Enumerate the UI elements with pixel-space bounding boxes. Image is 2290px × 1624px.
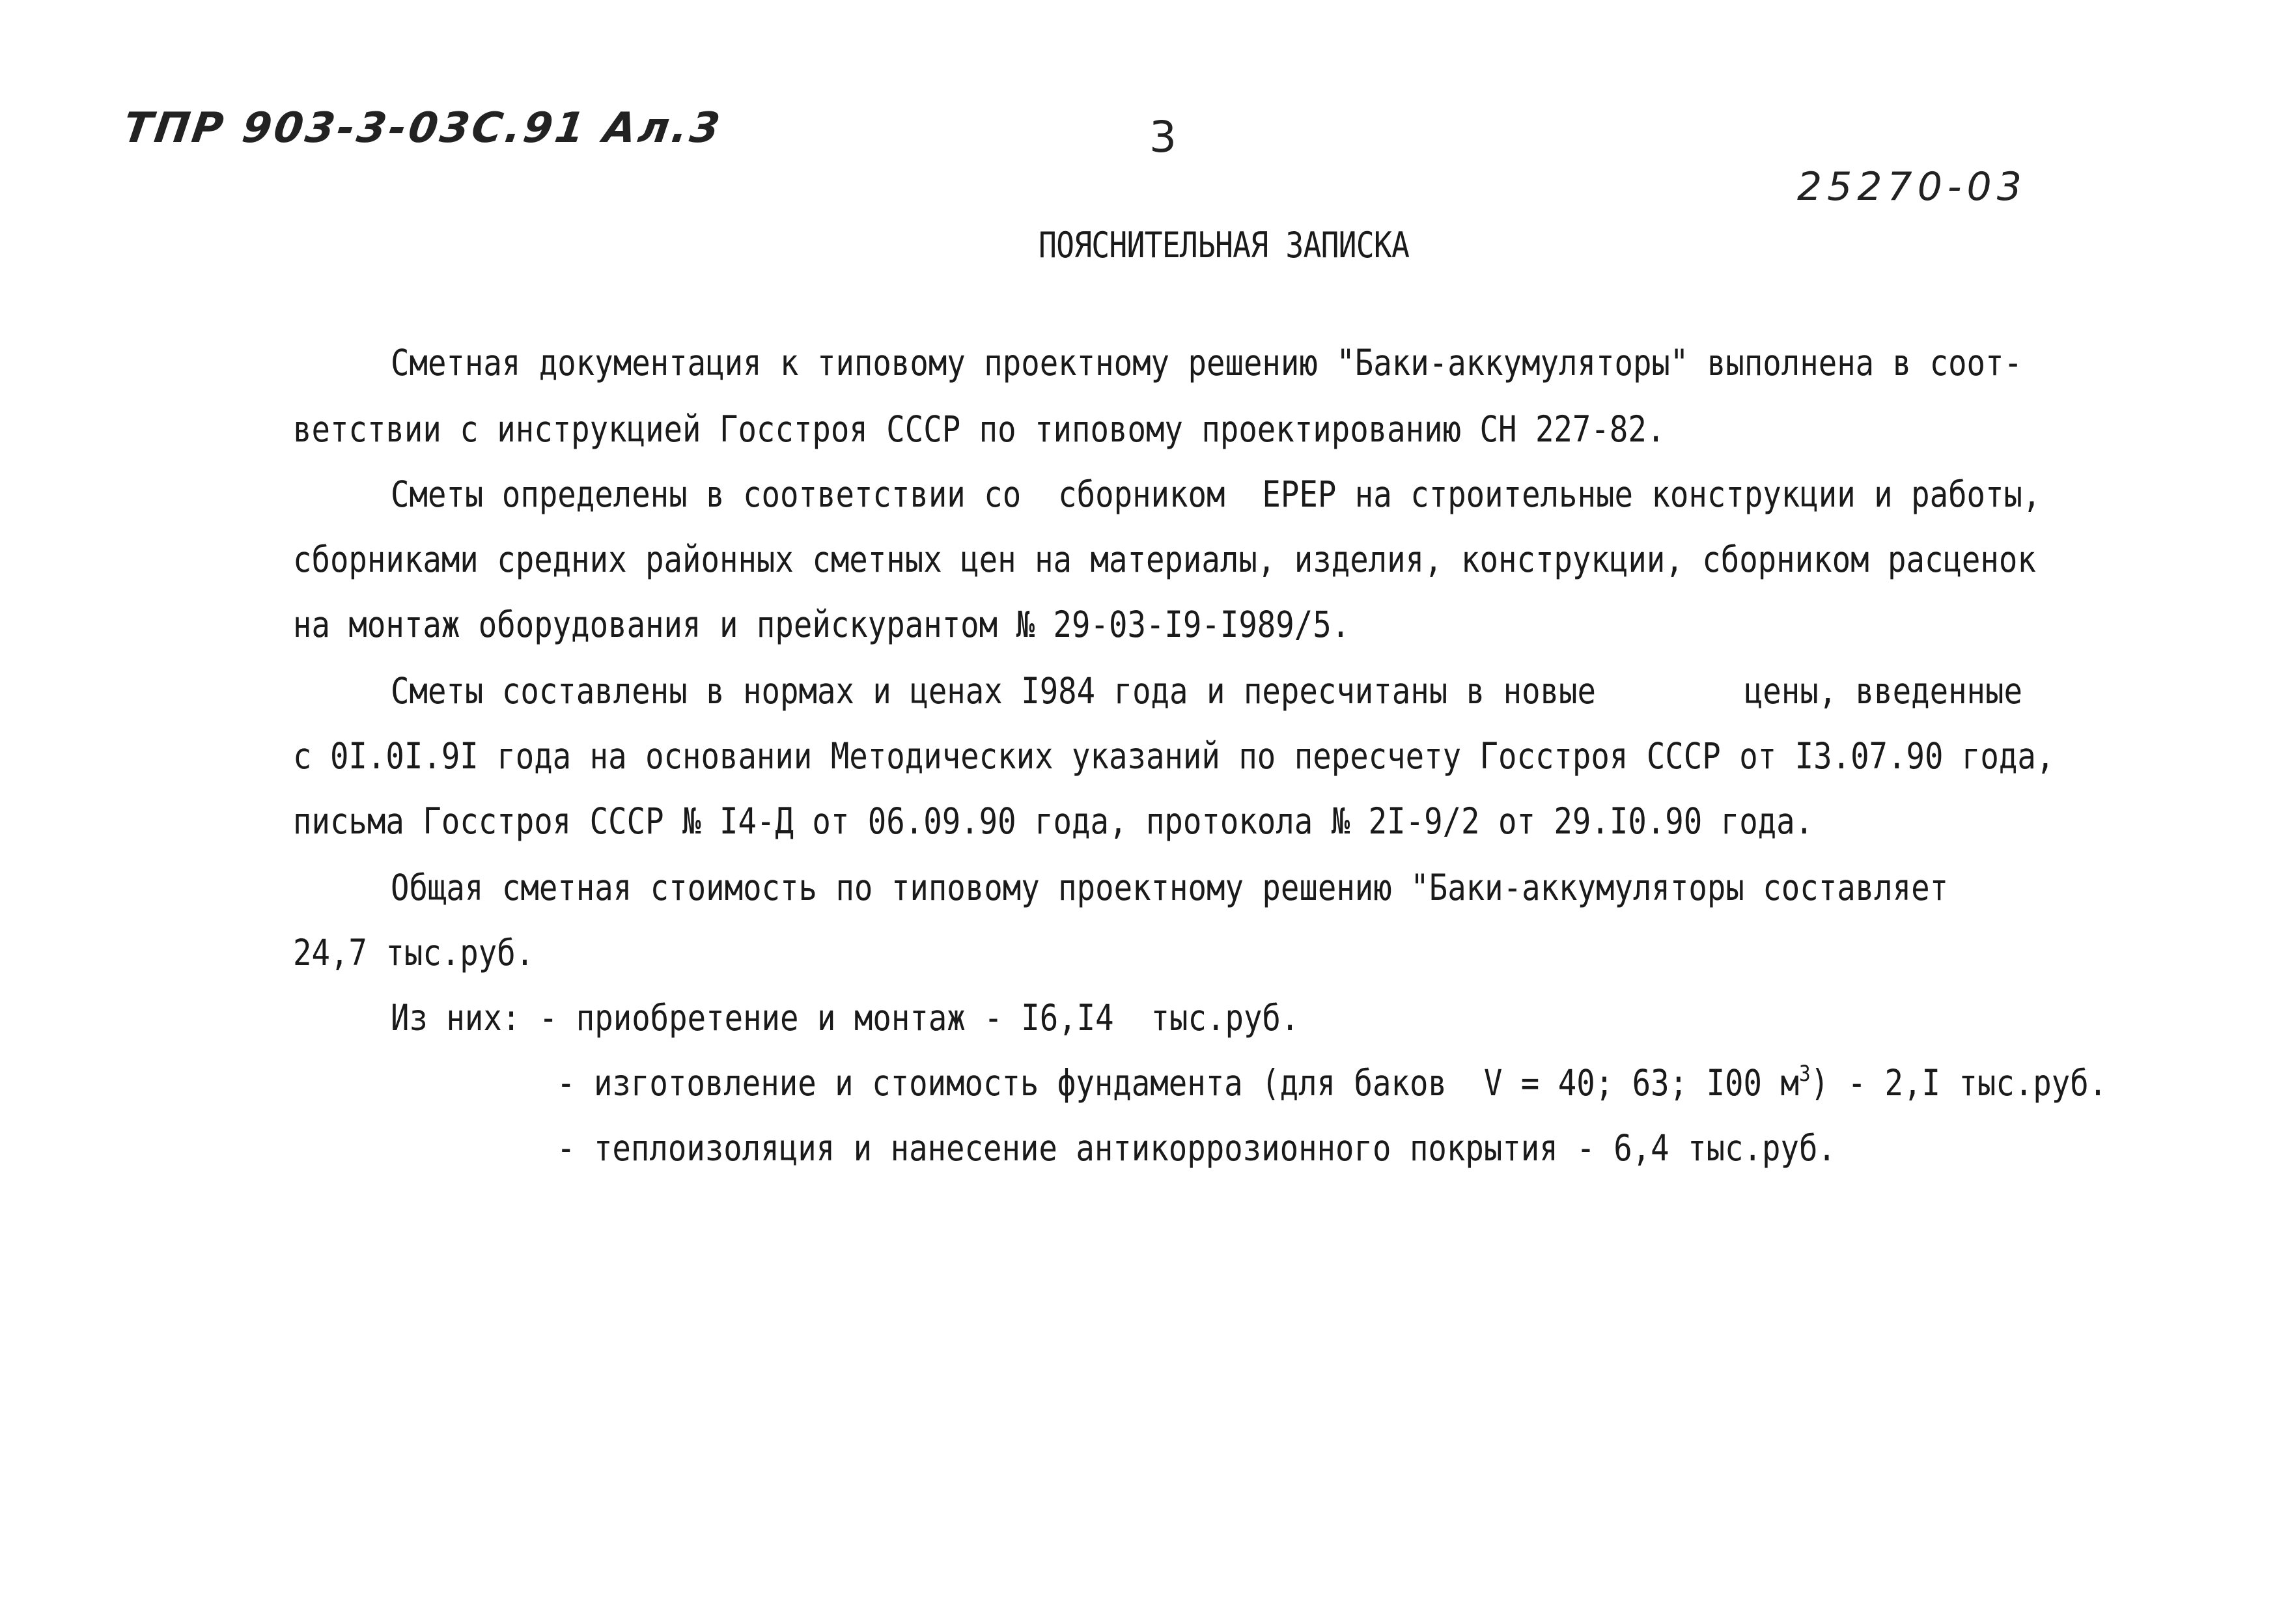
archive-number: 25270-03 (1797, 164, 2027, 210)
breakdown-intro: Из них: - приобретение и монтаж - I6,I4 тыс.руб. (391, 997, 1300, 1039)
paragraph-1-line-1: Сметная документация к типовому проектному решению "Баки-аккумуляторы" выполнена в соот- (391, 342, 2022, 384)
breakdown-item-insulation: - теплоизоляция и нанесение антикоррозионного покрытия - 6,4 тыс.руб. (557, 1127, 1836, 1169)
page-number: 3 (1149, 112, 1179, 162)
cubic-superscript: 3 (1798, 1061, 1811, 1087)
paragraph-4-line-1: Общая сметная стоимость по типовому проектному решению "Баки-аккумуляторы составляет (391, 867, 1949, 908)
paragraph-3-line-1: Сметы составлены в нормах и ценах I984 года и пересчитаны в новые цены, введенные (391, 670, 2022, 712)
breakdown-item-foundation-text: - изготовление и стоимость фундамента (для баков V = 40; 63; I00 м (557, 1062, 1799, 1104)
paragraph-2-line-2: сборниками средних районных сметных цен на материалы, изделия, конструкции, сборником расценок (293, 539, 2036, 580)
paragraph-1-line-2: ветствии с инструкцией Госстроя СССР по типовому проектированию СН 227-82. (293, 408, 1666, 450)
document-title: ПОЯСНИТЕЛЬНАЯ ЗАПИСКА (1039, 225, 1410, 266)
paragraph-2-line-3: на монтаж оборудования и прейскурантом № 29-03-I9-I989/5. (293, 604, 1350, 645)
paragraph-2-line-1: Сметы определены в соответствии со сборником ЕРЕР на строительные конструкции и работы, (391, 473, 2041, 515)
breakdown-item-foundation (557, 1061, 2108, 1104)
paragraph-3-line-3: письма Госстроя СССР № I4-Д от 06.09.90 года, протокола № 2I-9/2 от 29.I0.90 года. (293, 800, 1814, 842)
document-code: ТПР 903-3-03С.91 Ал.3 (120, 104, 725, 152)
breakdown-item-foundation-cost: ) - 2,I тыс.руб. (1810, 1062, 2108, 1104)
paragraph-4-line-2: 24,7 тыс.руб. (293, 932, 535, 973)
paragraph-3-line-2: с 0I.0I.9I года на основании Методических указаний по пересчету Госстроя СССР от I3.07.90 года, (293, 735, 2055, 777)
